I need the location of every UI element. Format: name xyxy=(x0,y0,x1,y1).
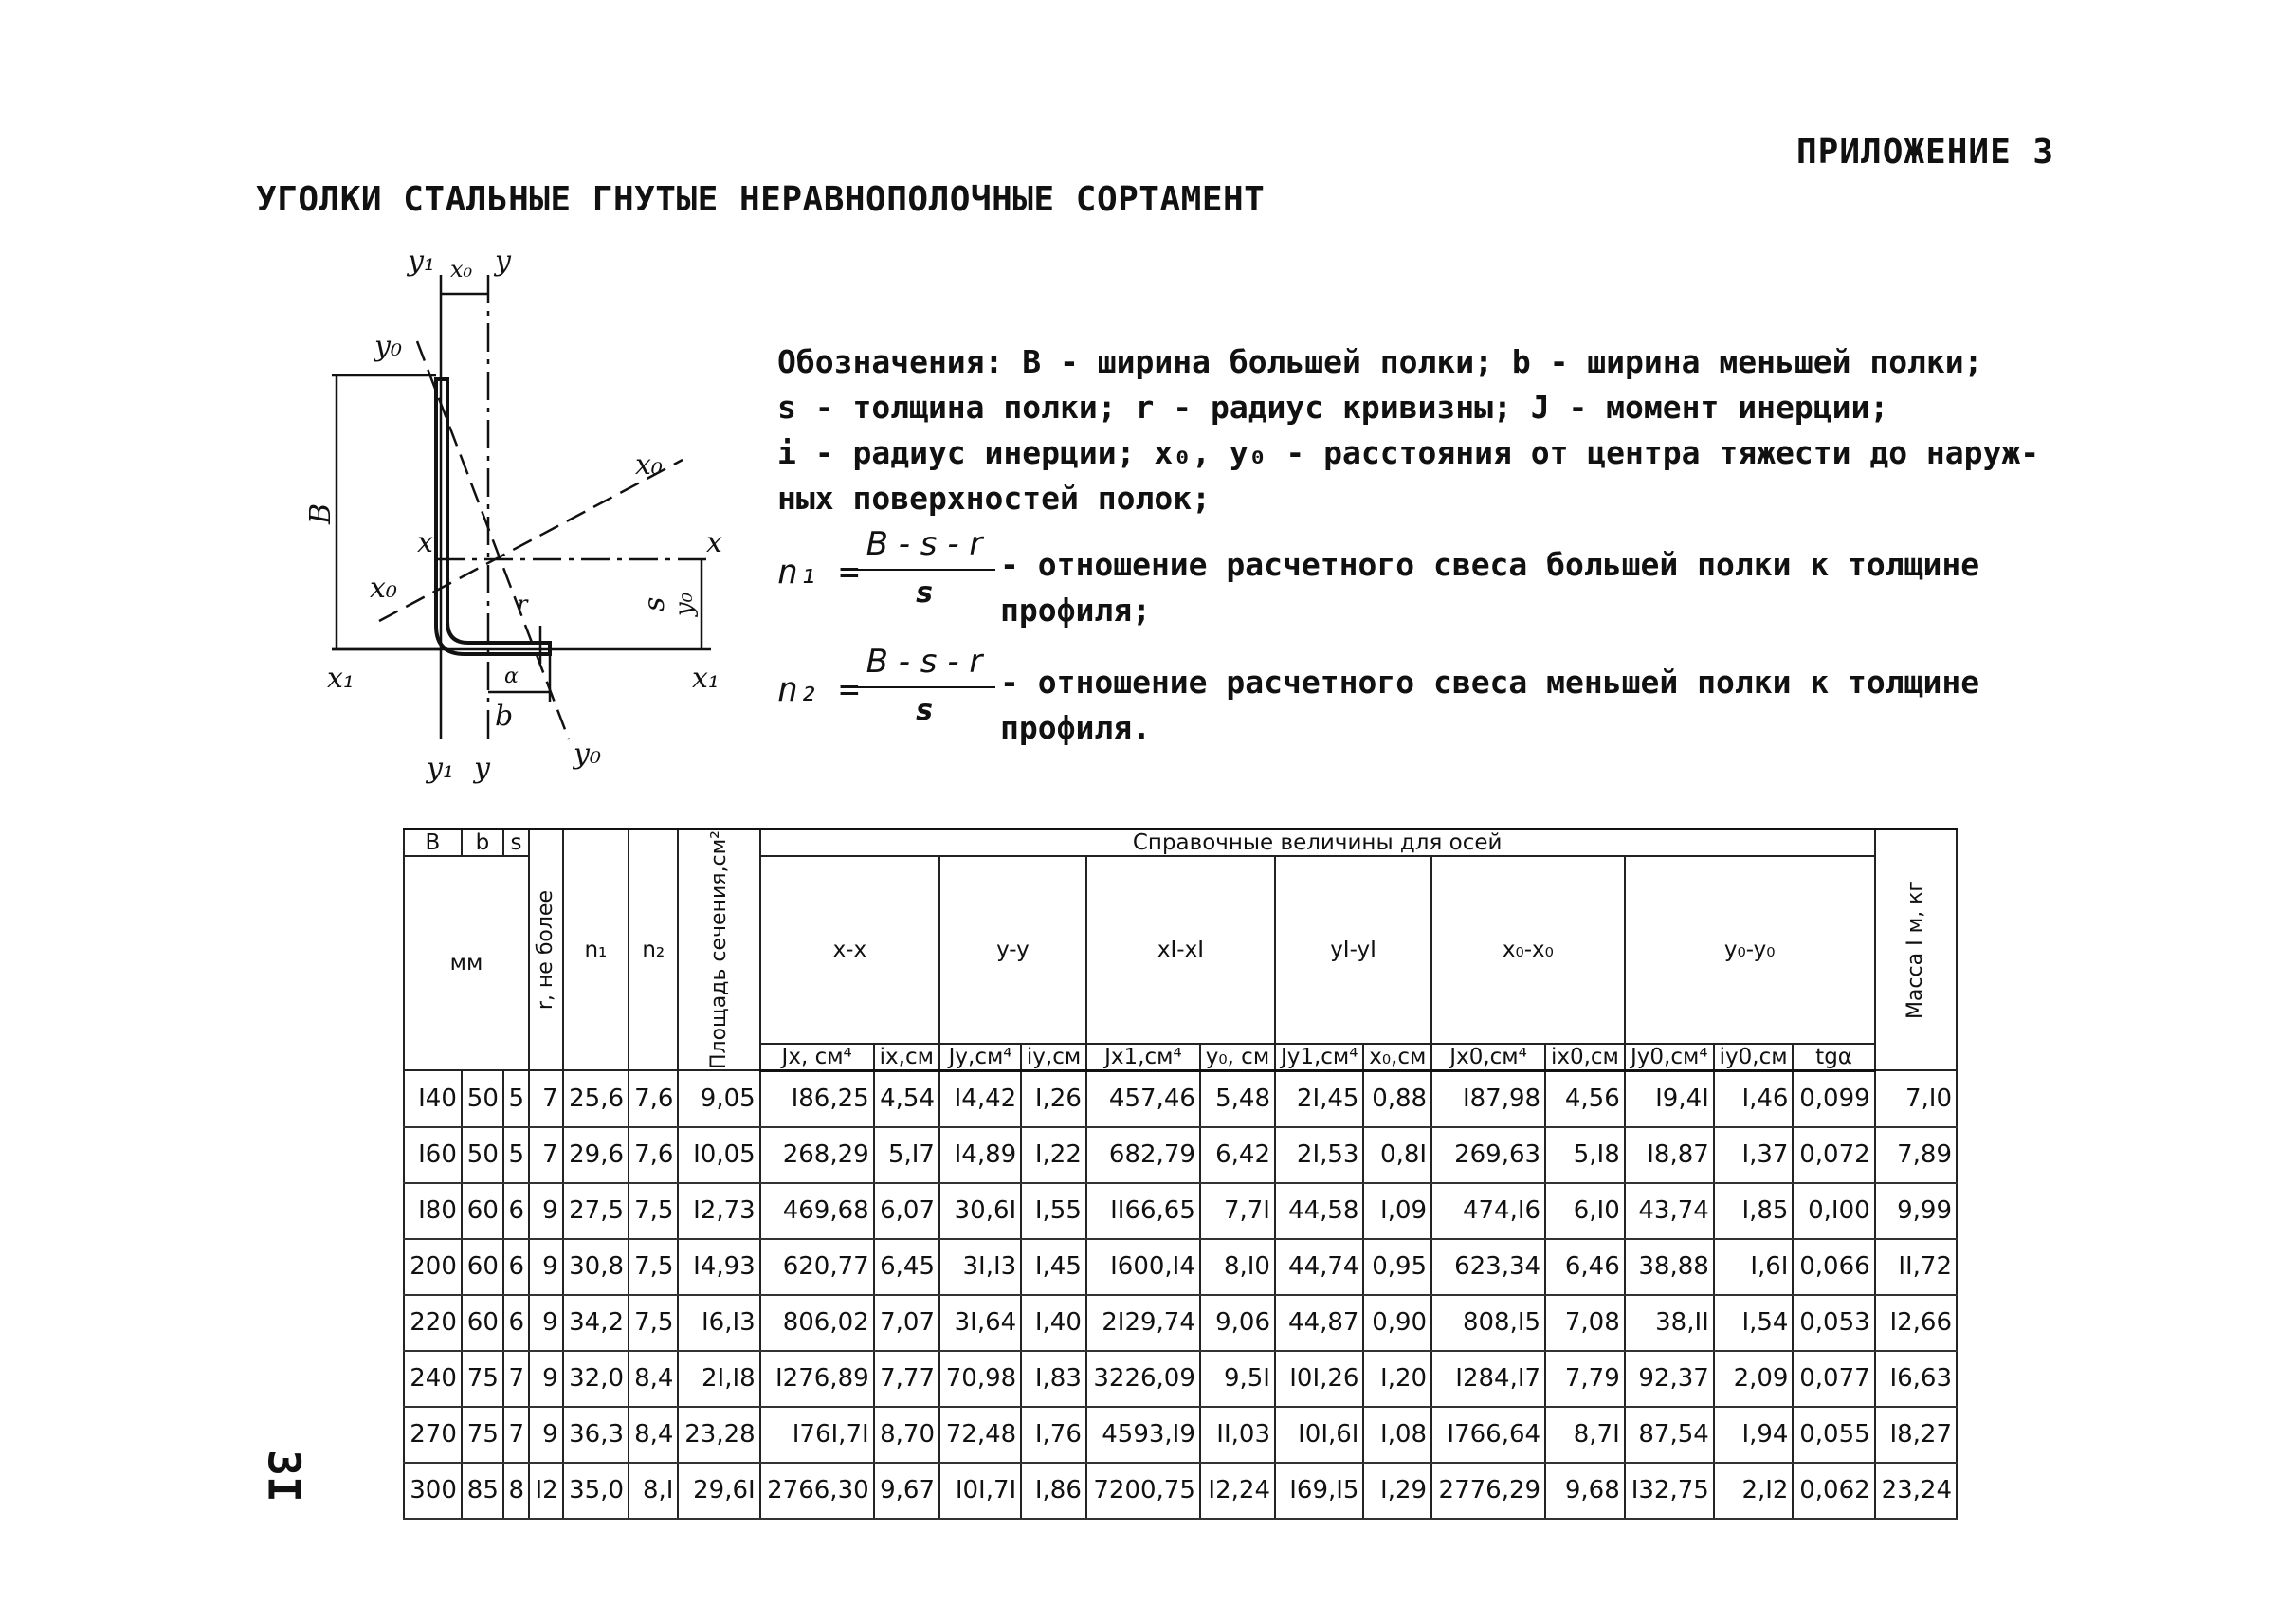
table-cell: 3226,09 xyxy=(1086,1351,1200,1407)
table-cell: 7 xyxy=(503,1407,529,1463)
table-cell: I69,I5 xyxy=(1275,1463,1363,1519)
table-cell: I0,05 xyxy=(678,1127,759,1183)
legend-line: i - радиус инерции; x₀, y₀ - расстояния от центра тяжести до наруж- xyxy=(777,434,2040,471)
table-cell: 2I,53 xyxy=(1275,1127,1363,1183)
subheader-cell: Jx1,см⁴ xyxy=(1086,1044,1200,1071)
table-row xyxy=(404,1295,1957,1351)
label-s: s xyxy=(638,596,671,611)
label-y-top: y xyxy=(495,246,511,278)
table-cell: 457,46 xyxy=(1086,1070,1200,1127)
label-y1-top: y₁ xyxy=(408,246,435,278)
table-cell: 9,5I xyxy=(1200,1351,1275,1407)
table-cell: I87,98 xyxy=(1431,1070,1545,1127)
table-cell: I4,93 xyxy=(678,1239,759,1295)
formula-n1-denominator: s xyxy=(916,576,933,610)
table-cell: I76I,7I xyxy=(760,1407,874,1463)
subheader-cell: Jx, см⁴ xyxy=(760,1044,874,1071)
table-cell: 92,37 xyxy=(1625,1351,1714,1407)
table-cell: 0,066 xyxy=(1793,1239,1874,1295)
table-cell: 32,0 xyxy=(563,1351,629,1407)
group-y0-y0: y₀-y₀ xyxy=(1625,856,1875,1044)
table-cell: I2 xyxy=(529,1463,563,1519)
table-cell: 6,46 xyxy=(1545,1239,1625,1295)
formula-n2-text: - отношение расчетного свеса меньшей полки к толщине профиля. xyxy=(1000,664,1980,746)
label-y0-top: y₀ xyxy=(374,330,402,363)
legend-line: Обозначения: B - ширина большей полки; b - ширина меньшей полки; xyxy=(777,343,1983,380)
table-cell: 6,42 xyxy=(1200,1127,1275,1183)
table-cell: 7,89 xyxy=(1875,1127,1957,1183)
table-cell: 623,34 xyxy=(1431,1239,1545,1295)
table-cell: 7 xyxy=(529,1127,563,1183)
table-cell: 8,70 xyxy=(874,1407,939,1463)
table-cell: 6 xyxy=(503,1239,529,1295)
table-cell: 4,54 xyxy=(874,1070,939,1127)
table-cell: I9,4I xyxy=(1625,1070,1714,1127)
table-cell: 7 xyxy=(503,1351,529,1407)
table-cell: 44,74 xyxy=(1275,1239,1363,1295)
header-area: Площадь сечения,см² xyxy=(678,830,759,1071)
table-cell: 34,2 xyxy=(563,1295,629,1351)
formula-n2-denominator: s xyxy=(916,694,933,727)
table-cell: I6,I3 xyxy=(678,1295,759,1351)
label-x0-right: x₀ xyxy=(635,448,663,482)
table-row xyxy=(404,1183,1957,1239)
formula-n1 xyxy=(777,521,2057,639)
table-cell: I,40 xyxy=(1021,1295,1086,1351)
table-cell: 0,055 xyxy=(1793,1407,1874,1463)
table-cell: 60 xyxy=(462,1295,503,1351)
table-cell: 8,7I xyxy=(1545,1407,1625,1463)
table-cell: I2,24 xyxy=(1200,1463,1275,1519)
table-cell: 27,5 xyxy=(563,1183,629,1239)
table-cell: 7,6 xyxy=(629,1070,678,1127)
table-cell: 29,6I xyxy=(678,1463,759,1519)
group-x0-x0: x₀-x₀ xyxy=(1431,856,1625,1044)
label-x-left: x xyxy=(417,526,433,559)
table-cell: 0,8I xyxy=(1363,1127,1431,1183)
label-y-bottom: y xyxy=(474,752,490,785)
table-cell: 8,I0 xyxy=(1200,1239,1275,1295)
table-cell: 6,07 xyxy=(874,1183,939,1239)
table-cell: 240 xyxy=(404,1351,462,1407)
table-cell: 72,48 xyxy=(939,1407,1021,1463)
table-cell: 7,5 xyxy=(629,1183,678,1239)
table-cell: 35,0 xyxy=(563,1463,629,1519)
formula-n2-lhs: n₂ = xyxy=(777,670,860,709)
table-cell: 7,08 xyxy=(1545,1295,1625,1351)
table-cell: I6,63 xyxy=(1875,1351,1957,1407)
table-cell: I,86 xyxy=(1021,1463,1086,1519)
table-cell: 29,6 xyxy=(563,1127,629,1183)
subheader-cell: iy0,см xyxy=(1714,1044,1794,1071)
table-cell: 9 xyxy=(529,1351,563,1407)
table-cell: 0,077 xyxy=(1793,1351,1874,1407)
table-cell: 2I,I8 xyxy=(678,1351,759,1407)
table-cell: 0,I00 xyxy=(1793,1183,1874,1239)
table-cell: 85 xyxy=(462,1463,503,1519)
table-cell: 50 xyxy=(462,1127,503,1183)
table-cell: 9,68 xyxy=(1545,1463,1625,1519)
label-y1-bottom: y₁ xyxy=(427,752,454,785)
table-cell: 7,I0 xyxy=(1875,1070,1957,1127)
table-cell: I0I,26 xyxy=(1275,1351,1363,1407)
table-cell: 0,099 xyxy=(1793,1070,1874,1127)
subheader-cell: x₀,см xyxy=(1363,1044,1431,1071)
table-cell: I2,66 xyxy=(1875,1295,1957,1351)
table-cell: I86,25 xyxy=(760,1070,874,1127)
table-cell: 8,4 xyxy=(629,1351,678,1407)
table-row xyxy=(404,1407,1957,1463)
table-cell: 43,74 xyxy=(1625,1183,1714,1239)
label-x1-right: x₁ xyxy=(692,662,720,695)
table-cell: I,45 xyxy=(1021,1239,1086,1295)
table-cell: 5 xyxy=(503,1070,529,1127)
table-cell: I276,89 xyxy=(760,1351,874,1407)
table-cell: 6 xyxy=(503,1295,529,1351)
table-cell: 268,29 xyxy=(760,1127,874,1183)
table-cell: 30,6I xyxy=(939,1183,1021,1239)
table-cell: 806,02 xyxy=(760,1295,874,1351)
group-y1-y1: yI-yI xyxy=(1275,856,1431,1044)
table-cell: 7200,75 xyxy=(1086,1463,1200,1519)
table-cell: 87,54 xyxy=(1625,1407,1714,1463)
table-row xyxy=(404,1463,1957,1519)
table-cell: 7,5 xyxy=(629,1295,678,1351)
header-b: b xyxy=(462,830,503,857)
table-cell: 269,63 xyxy=(1431,1127,1545,1183)
table-cell: 9 xyxy=(529,1407,563,1463)
table-cell: 9,67 xyxy=(874,1463,939,1519)
table-cell: 36,3 xyxy=(563,1407,629,1463)
table-cell: 9 xyxy=(529,1183,563,1239)
table-cell: 7,07 xyxy=(874,1295,939,1351)
table-cell: I284,I7 xyxy=(1431,1351,1545,1407)
label-x0-top: x₀ xyxy=(450,256,473,283)
formula-n1-fraction xyxy=(853,521,995,616)
table-cell: 2,09 xyxy=(1714,1351,1794,1407)
table-cell: 0,88 xyxy=(1363,1070,1431,1127)
table-cell: I,26 xyxy=(1021,1070,1086,1127)
table-cell: I,37 xyxy=(1714,1127,1794,1183)
table-cell: 682,79 xyxy=(1086,1127,1200,1183)
group-x1-x1: xI-xI xyxy=(1086,856,1275,1044)
table-cell: 75 xyxy=(462,1351,503,1407)
table-cell: I4,89 xyxy=(939,1127,1021,1183)
table-cell: 7,7I xyxy=(1200,1183,1275,1239)
table-cell: 23,24 xyxy=(1875,1463,1957,1519)
table-cell: 0,062 xyxy=(1793,1463,1874,1519)
table-cell: II,72 xyxy=(1875,1239,1957,1295)
table-cell: 5 xyxy=(503,1127,529,1183)
label-x-right: x xyxy=(706,526,722,559)
subheader-cell: ix0,см xyxy=(1545,1044,1625,1071)
table-cell: 808,I5 xyxy=(1431,1295,1545,1351)
table-cell: 469,68 xyxy=(760,1183,874,1239)
table-cell: I8,27 xyxy=(1875,1407,1957,1463)
table-cell: 6,45 xyxy=(874,1239,939,1295)
table-row xyxy=(404,1127,1957,1183)
table-cell: I,20 xyxy=(1363,1351,1431,1407)
table-cell: 0,072 xyxy=(1793,1127,1874,1183)
header-n2: n₂ xyxy=(629,830,678,1071)
table-cell: I4,42 xyxy=(939,1070,1021,1127)
page-title: УГОЛКИ СТАЛЬНЫЕ ГНУТЫЕ НЕРАВНОПОЛОЧНЫЕ СОРТАМЕНТ xyxy=(256,180,1266,219)
table-cell: 3I,64 xyxy=(939,1295,1021,1351)
angle-profile xyxy=(436,379,550,654)
table-cell: 7,77 xyxy=(874,1351,939,1407)
table-cell: 50 xyxy=(462,1070,503,1127)
table-cell: 30,8 xyxy=(563,1239,629,1295)
group-y-y: y-y xyxy=(939,856,1086,1044)
table-cell: I,22 xyxy=(1021,1127,1086,1183)
table-cell: I8,87 xyxy=(1625,1127,1714,1183)
table-row xyxy=(404,1070,1957,1127)
formula-n1-text: - отношение расчетного свеса большей полки к толщине профиля; xyxy=(1000,546,1980,629)
table-cell: II,03 xyxy=(1200,1407,1275,1463)
notation-legend xyxy=(777,339,2057,757)
table-cell: I,54 xyxy=(1714,1295,1794,1351)
table-cell: I2,73 xyxy=(678,1183,759,1239)
formula-n2-fraction xyxy=(853,639,995,734)
table-cell: 270 xyxy=(404,1407,462,1463)
table-cell: 9 xyxy=(529,1295,563,1351)
header-s: s xyxy=(503,830,529,857)
table-cell: 2I29,74 xyxy=(1086,1295,1200,1351)
table-cell: 200 xyxy=(404,1239,462,1295)
table-cell: 300 xyxy=(404,1463,462,1519)
table-cell: 0,053 xyxy=(1793,1295,1874,1351)
header-mm: мм xyxy=(404,856,529,1070)
table-cell: 2766,30 xyxy=(760,1463,874,1519)
table-cell: 44,58 xyxy=(1275,1183,1363,1239)
table-cell: 25,6 xyxy=(563,1070,629,1127)
table-cell: 38,88 xyxy=(1625,1239,1714,1295)
formula-n2 xyxy=(777,639,2057,757)
header-reference-values: Справочные величины для осей xyxy=(760,830,1875,857)
table-cell: 5,I7 xyxy=(874,1127,939,1183)
table-cell: I600,I4 xyxy=(1086,1239,1200,1295)
table-cell: 0,95 xyxy=(1363,1239,1431,1295)
table-cell: 75 xyxy=(462,1407,503,1463)
table-cell: I80 xyxy=(404,1183,462,1239)
table-cell: I40 xyxy=(404,1070,462,1127)
formula-n1-numerator: B - s - r xyxy=(853,521,995,571)
subheader-cell: Jy1,см⁴ xyxy=(1275,1044,1363,1071)
angle-profile-diagram xyxy=(284,246,739,796)
table-cell: 7,79 xyxy=(1545,1351,1625,1407)
table-cell: 60 xyxy=(462,1239,503,1295)
table-cell: 38,II xyxy=(1625,1295,1714,1351)
table-cell: 8 xyxy=(503,1463,529,1519)
table-cell: 6,I0 xyxy=(1545,1183,1625,1239)
formula-n2-numerator: B - s - r xyxy=(853,639,995,688)
table-cell: 70,98 xyxy=(939,1351,1021,1407)
table-cell: 9,99 xyxy=(1875,1183,1957,1239)
table-row xyxy=(404,1239,1957,1295)
table-cell: 6 xyxy=(503,1183,529,1239)
label-x0-left: x₀ xyxy=(370,572,397,605)
table-cell: I,08 xyxy=(1363,1407,1431,1463)
label-b: b xyxy=(495,700,514,733)
formula-n1-lhs: n₁ = xyxy=(777,553,860,592)
label-r: r xyxy=(517,591,528,617)
header-B: B xyxy=(404,830,462,857)
subheader-cell: Jy,см⁴ xyxy=(939,1044,1021,1071)
label-alpha: α xyxy=(504,665,519,688)
table-cell: 0,90 xyxy=(1363,1295,1431,1351)
table-cell: 220 xyxy=(404,1295,462,1351)
table-cell: I,83 xyxy=(1021,1351,1086,1407)
page-number: 3I xyxy=(258,1450,310,1503)
table-cell: I,94 xyxy=(1714,1407,1794,1463)
legend-line: ных поверхностей полок; xyxy=(777,480,1211,517)
table-cell: 7,5 xyxy=(629,1239,678,1295)
header-mass: Масса I м, кг xyxy=(1875,830,1957,1071)
table-cell: 44,87 xyxy=(1275,1295,1363,1351)
appendix-label: ПРИЛОЖЕНИЕ 3 xyxy=(1796,133,2055,172)
table-cell: 5,I8 xyxy=(1545,1127,1625,1183)
table-cell: 3I,I3 xyxy=(939,1239,1021,1295)
subheader-cell: tgα xyxy=(1793,1044,1874,1071)
label-x1-left: x₁ xyxy=(327,662,355,695)
table-cell: 4,56 xyxy=(1545,1070,1625,1127)
group-x-x: x-x xyxy=(760,856,939,1044)
table-cell: 5,48 xyxy=(1200,1070,1275,1127)
table-cell: 7 xyxy=(529,1070,563,1127)
table-cell: 9,05 xyxy=(678,1070,759,1127)
table-cell: 60 xyxy=(462,1183,503,1239)
table-cell: I,76 xyxy=(1021,1407,1086,1463)
assortment-table xyxy=(403,828,1958,1520)
table-cell: 8,I xyxy=(629,1463,678,1519)
subheader-cell: iy,см xyxy=(1021,1044,1086,1071)
subheader-cell: Jy0,см⁴ xyxy=(1625,1044,1714,1071)
table-cell: 4593,I9 xyxy=(1086,1407,1200,1463)
table-cell: 9,06 xyxy=(1200,1295,1275,1351)
subheader-cell: ix,см xyxy=(874,1044,939,1071)
table-cell: 474,I6 xyxy=(1431,1183,1545,1239)
table-cell: I60 xyxy=(404,1127,462,1183)
table-cell: I,55 xyxy=(1021,1183,1086,1239)
table-cell: I,85 xyxy=(1714,1183,1794,1239)
subheader-cell: y₀, см xyxy=(1200,1044,1275,1071)
table-cell: I,6I xyxy=(1714,1239,1794,1295)
table-cell: I0I,7I xyxy=(939,1463,1021,1519)
table-cell: I32,75 xyxy=(1625,1463,1714,1519)
table-cell: 2776,29 xyxy=(1431,1463,1545,1519)
table-row xyxy=(404,1351,1957,1407)
table-cell: 8,4 xyxy=(629,1407,678,1463)
table-cell: I,09 xyxy=(1363,1183,1431,1239)
header-n1: n₁ xyxy=(563,830,629,1071)
table-cell: I766,64 xyxy=(1431,1407,1545,1463)
label-y0-bottom: y₀ xyxy=(574,738,601,771)
table-cell: I0I,6I xyxy=(1275,1407,1363,1463)
table-cell: II66,65 xyxy=(1086,1183,1200,1239)
table-cell: 620,77 xyxy=(760,1239,874,1295)
table-cell: 23,28 xyxy=(678,1407,759,1463)
table-cell: 2I,45 xyxy=(1275,1070,1363,1127)
table-cell: 2,I2 xyxy=(1714,1463,1794,1519)
legend-line: s - толщина полки; r - радиус кривизны; J - момент инерции; xyxy=(777,389,1889,426)
label-B: B xyxy=(304,502,337,524)
label-y0-right: y₀ xyxy=(670,592,699,616)
table-cell: 7,6 xyxy=(629,1127,678,1183)
subheader-cell: Jx0,см⁴ xyxy=(1431,1044,1545,1071)
table-cell: I,46 xyxy=(1714,1070,1794,1127)
header-r: r, не более xyxy=(529,830,563,1071)
table-cell: I,29 xyxy=(1363,1463,1431,1519)
table-cell: 9 xyxy=(529,1239,563,1295)
